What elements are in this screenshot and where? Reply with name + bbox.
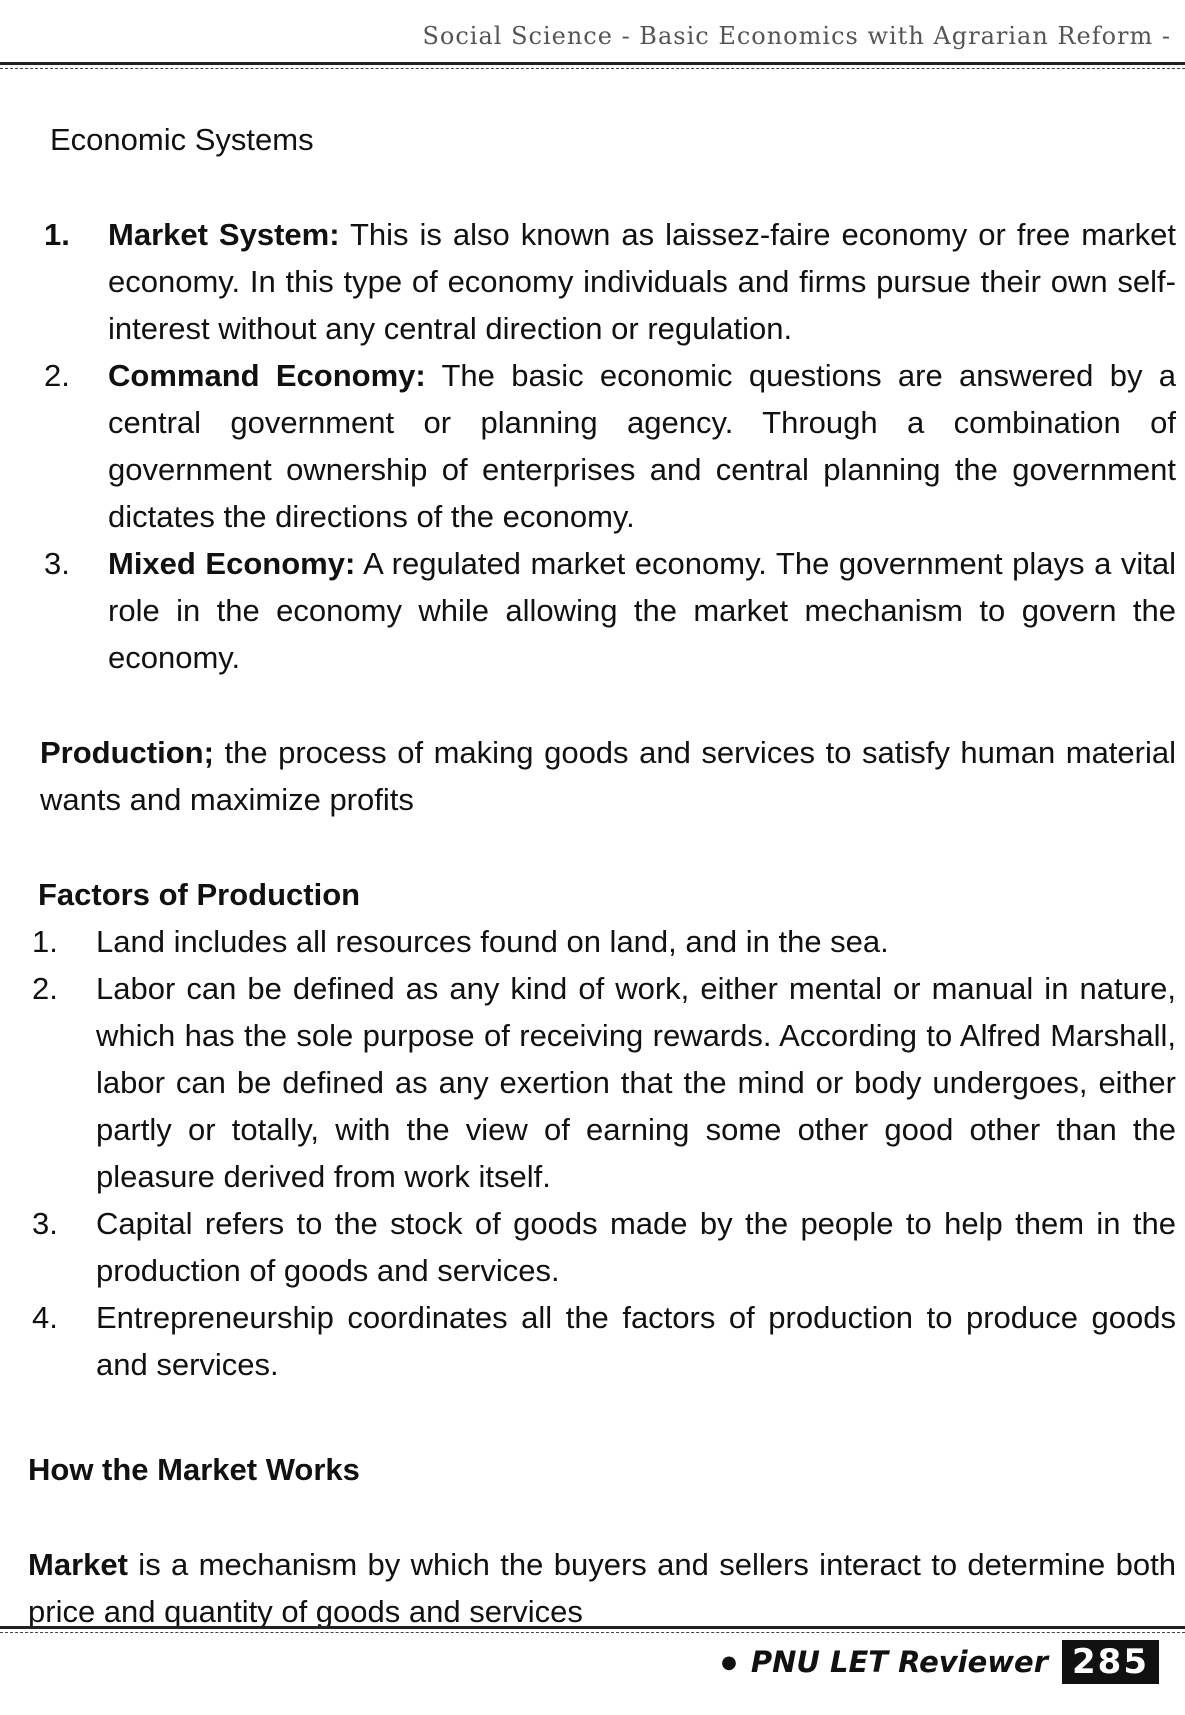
term: Mixed Economy: xyxy=(108,546,356,581)
term: Production; xyxy=(40,735,214,770)
footer-rule xyxy=(0,1626,1185,1629)
definition: A regulated market economy. The government plays a vital role in the economy while allowing the market mechanism to govern the economy. xyxy=(108,546,1176,675)
running-header: Social Science - Basic Economics with Agrarian Reform - xyxy=(422,22,1171,50)
list-item xyxy=(32,918,1176,965)
definition: is a mechanism by which the buyers and sellers interact to determine both price and quantity of goods and services xyxy=(28,1547,1176,1629)
heading-how-the-market-works: How the Market Works xyxy=(28,1452,360,1487)
list-item xyxy=(32,1200,1176,1294)
list-number: 1. xyxy=(32,924,58,959)
term: Market xyxy=(28,1547,128,1582)
footer-rule-dashed xyxy=(0,1632,1185,1633)
definition: This is also known as laissez-faire economy or free market economy. In this type of economy individuals and firms pursue their own self-interest without any central direction or regulation. xyxy=(108,217,1176,346)
header-rule xyxy=(0,62,1185,65)
list-item xyxy=(44,211,1176,352)
list-body xyxy=(108,211,1176,352)
heading-economic-systems: Economic Systems xyxy=(50,122,314,157)
header-rule-dashed xyxy=(0,68,1185,69)
heading-factors-of-production: Factors of Production xyxy=(38,877,361,912)
list-body: Capital refers to the stock of goods made by the people to help them in the production of goods and services. xyxy=(96,1206,1176,1288)
definition: The basic economic questions are answered by a central government or planning agency. Through a combination of government ownership of enterprises and central planning the government dictates the directions of the economy. xyxy=(108,358,1176,534)
list-number: 2. xyxy=(44,358,70,393)
list-body: Labor can be defined as any kind of work, either mental or manual in nature, which has the sole purpose of receiving rewards. According to Alfred Marshall, labor can be defined as any exertion that the mind or body undergoes, either partly or totally, with the view of earning some other good other than the pleasure derived from work itself. xyxy=(96,971,1176,1194)
list-item xyxy=(32,1294,1176,1388)
list-number: 3. xyxy=(44,546,70,581)
economic-systems-list xyxy=(44,211,1176,681)
page-number: 285 xyxy=(1062,1640,1159,1684)
term: Market System: xyxy=(108,217,340,252)
bullet-icon: ● xyxy=(721,1651,737,1673)
list-body: Land includes all resources found on land, and in the sea. xyxy=(96,924,889,959)
list-item xyxy=(44,540,1176,681)
term: Command Economy: xyxy=(108,358,426,393)
list-body: Entrepreneurship coordinates all the factors of production to produce goods and services. xyxy=(96,1300,1176,1382)
footer xyxy=(721,1640,1159,1684)
list-item xyxy=(32,965,1176,1200)
list-number: 4. xyxy=(32,1300,58,1335)
list-body xyxy=(108,540,1176,681)
list-number: 1. xyxy=(44,217,70,252)
list-number: 3. xyxy=(32,1206,58,1241)
production-definition xyxy=(40,729,1176,823)
page-content xyxy=(28,116,1176,1635)
market-definition xyxy=(28,1541,1176,1635)
list-item xyxy=(44,352,1176,540)
footer-label: PNU LET Reviewer xyxy=(750,1645,1049,1679)
factors-list xyxy=(32,918,1176,1388)
list-body xyxy=(108,352,1176,540)
definition: the process of making goods and services to satisfy human material wants and maximize profits xyxy=(40,735,1176,817)
list-number: 2. xyxy=(32,971,58,1006)
